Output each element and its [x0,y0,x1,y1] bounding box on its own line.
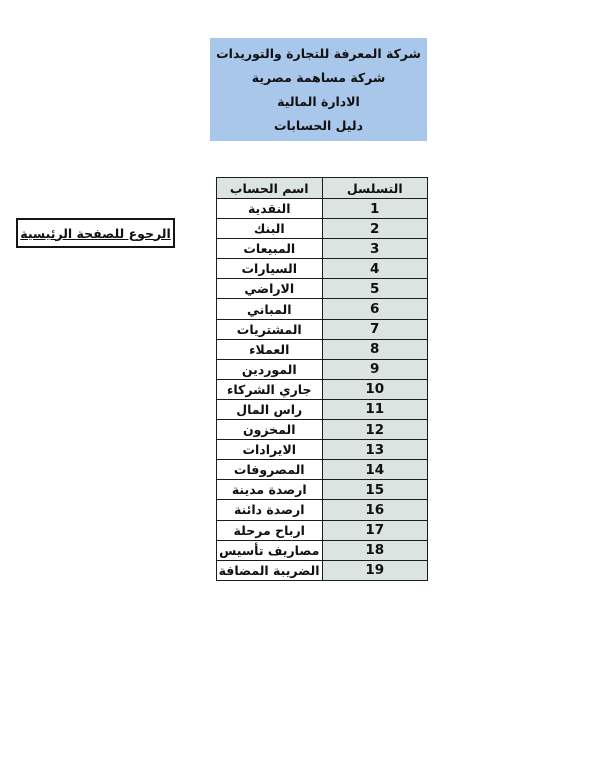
table-row [217,420,428,440]
account-name-cell: المشتريات [217,319,323,339]
home-page-link[interactable]: الرجوع للصفحة الرئيسية [16,218,175,248]
account-name-cell: ارصدة دائنة [217,500,323,520]
account-name-cell: البنك [217,219,323,239]
serial-cell: 2 [322,219,428,239]
account-name-cell: المصروفات [217,460,323,480]
table-row [217,440,428,460]
table-row [217,199,428,219]
serial-cell: 1 [322,199,428,219]
serial-cell: 19 [322,560,428,580]
table-row [217,480,428,500]
table-row [217,219,428,239]
table-row [217,560,428,580]
serial-cell: 4 [322,259,428,279]
serial-cell: 10 [322,379,428,399]
serial-cell: 8 [322,339,428,359]
table-row [217,259,428,279]
serial-cell: 14 [322,460,428,480]
table-header-row [217,178,428,199]
company-type-line: شركة مساهمة مصرية [251,69,386,85]
table-row [217,379,428,399]
serial-cell: 7 [322,319,428,339]
serial-cell: 6 [322,299,428,319]
account-name-cell: مصاريف تأسيس [217,540,323,560]
table-row [217,500,428,520]
serial-cell: 3 [322,239,428,259]
account-name-cell: الايرادات [217,440,323,460]
serial-cell: 12 [322,420,428,440]
serial-cell: 9 [322,359,428,379]
account-name-cell: ارباح مرحلة [217,520,323,540]
table-row [217,520,428,540]
table-row [217,239,428,259]
accounts-table [216,177,428,581]
account-name-cell: العملاء [217,339,323,359]
account-name-cell: الضريبة المضافة [217,560,323,580]
account-name-cell: راس المال [217,399,323,419]
serial-cell: 17 [322,520,428,540]
account-name-cell: المخزون [217,420,323,440]
account-name-cell: المبيعات [217,239,323,259]
table-row [217,399,428,419]
department-line: الادارة المالية [277,93,360,109]
account-name-cell: النقدية [217,199,323,219]
serial-cell: 15 [322,480,428,500]
serial-cell: 5 [322,279,428,299]
document-title-line: دليل الحسابات [273,117,364,133]
table-row [217,339,428,359]
table-row [217,460,428,480]
serial-cell: 11 [322,399,428,419]
serial-cell: 13 [322,440,428,460]
account-name-column-header: اسم الحساب [217,178,323,199]
table-row [217,540,428,560]
account-name-cell: الاراضي [217,279,323,299]
table-row [217,299,428,319]
accounts-table-body [217,199,428,581]
table-row [217,319,428,339]
company-name-line: شركة المعرفة للتجارة والتوريدات [216,45,421,61]
company-header-box [210,38,427,141]
serial-column-header: التسلسل [322,178,428,199]
account-name-cell: المباني [217,299,323,319]
account-name-cell: جاري الشركاء [217,379,323,399]
serial-cell: 18 [322,540,428,560]
account-name-cell: ارصدة مدينة [217,480,323,500]
account-name-cell: الموردين [217,359,323,379]
account-name-cell: السيارات [217,259,323,279]
table-row [217,279,428,299]
serial-cell: 16 [322,500,428,520]
table-row [217,359,428,379]
